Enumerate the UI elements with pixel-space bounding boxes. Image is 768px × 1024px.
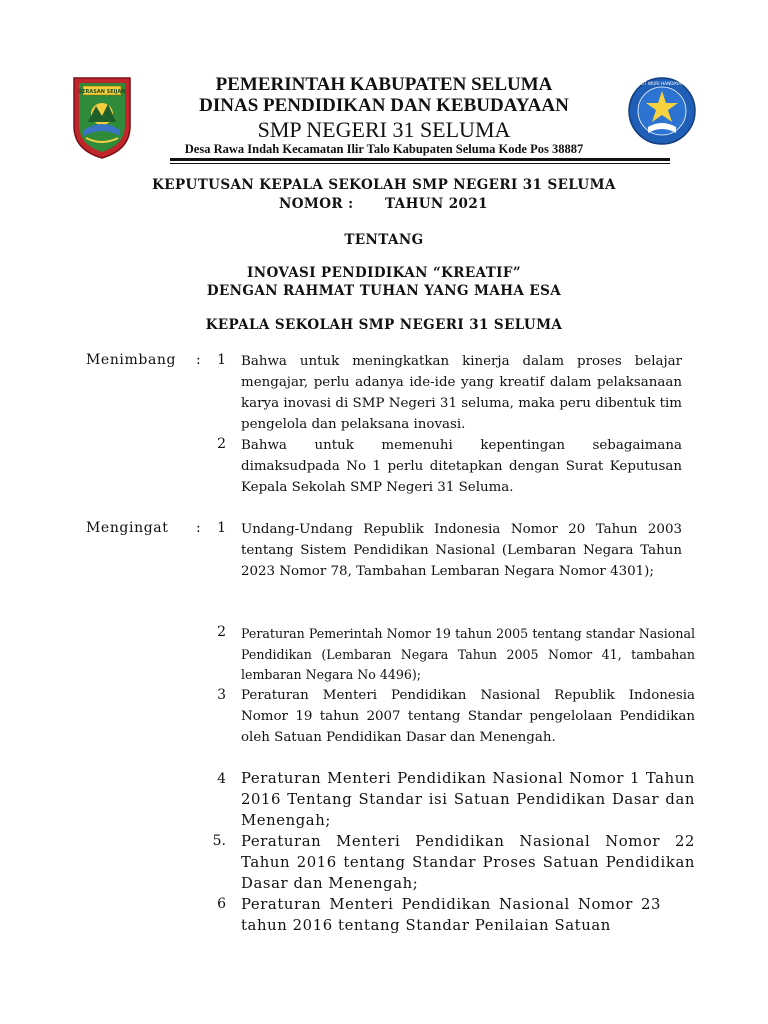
mengingat-item-number: 6	[217, 896, 226, 912]
mengingat-colon: :	[196, 520, 201, 536]
menimbang-item-number: 2	[217, 436, 226, 452]
blessing-line: DENGAN RAHMAT TUHAN YANG MAHA ESA	[206, 283, 562, 299]
mengingat-item-text: Peraturan Menteri Pendidikan Nasional Nomor 22 Tahun 2016 tentang Standar Proses Satuan Pendidikan Dasar dan Menengah;	[241, 833, 695, 892]
mengingat-item-number: 5.	[212, 833, 226, 849]
mengingat-item-number: 4	[217, 771, 226, 787]
letterhead-divider-thin	[170, 163, 670, 164]
mengingat-label: Mengingat	[86, 520, 169, 536]
letterhead-line-1: PEMERINTAH KABUPATEN SELUMA	[215, 74, 553, 95]
mengingat-item-number: 3	[217, 687, 226, 703]
issuer-heading: KEPALA SEKOLAH SMP NEGERI 31 SELUMA	[205, 317, 563, 333]
menimbang-item-text: Bahwa untuk meningkatkan kinerja dalam proses belajar mengajar, perlu adanya ide-ide yang kreatif dalam pelaksanaan karya inovasi di SMP Negeri 31 seluma, maka peru dibentuk tim pengelola dan pelaksana inovasi.	[241, 354, 682, 432]
right-logo-ring-text: TUT WURI HANDAYANI	[638, 82, 686, 87]
mengingat-item-number: 1	[217, 520, 226, 536]
decree-number-label: NOMOR :	[279, 196, 354, 212]
mengingat-item-text: Undang-Undang Republik Indonesia Nomor 20 Tahun 2003 tentang Sistem Pendidikan Nasional (Lembaran Negara Tahun 2023 Nomor 78, Tambahan Lembaran Negara Nomor 4301);	[241, 522, 682, 579]
letterhead-line-2: DINAS PENDIDIKAN DAN KEBUDAYAAN	[199, 95, 569, 116]
letterhead-divider-thick	[170, 158, 670, 161]
mengingat-item-number: 2	[217, 624, 226, 640]
tut-wuri-handayani-emblem-icon	[628, 73, 696, 149]
menimbang-item-number: 1	[217, 352, 226, 368]
mengingat-item-text: Peraturan Menteri Pendidikan Nasional Nomor 1 Tahun 2016 Tentang Standar isi Satuan Pendidikan Dasar dan Menengah;	[241, 770, 695, 829]
mengingat-item-text: Peraturan Menteri Pendidikan Nasional Republik Indonesia Nomor 19 tahun 2007 tentang Standar pengelolaan Pendidikan oleh Satuan Pendidikan Dasar dan Menengah.	[241, 688, 695, 745]
school-name: SMP NEGERI 31 SELUMA	[257, 117, 511, 142]
menimbang-item-text: Bahwa untuk memenuhi kepentingan sebagaimana dimaksudpada No 1 perlu ditetapkan dengan Surat Keputusan Kepala Sekolah SMP Negeri 31 Seluma.	[241, 438, 682, 495]
subject-heading: INOVASI PENDIDIKAN “KREATIF”	[246, 265, 522, 281]
menimbang-colon: :	[196, 352, 201, 368]
mengingat-item-text: Peraturan Menteri Pendidikan Nasional Nomor 23 tahun 2016 tentang Standar Penilaian Satuan	[241, 896, 661, 934]
left-logo-banner-text: SERASAN SEIJAN	[78, 89, 126, 95]
mengingat-item-text: Peraturan Pemerintah Nomor 19 tahun 2005 tentang standar Nasional Pendidikan (Lembaran Negara Tahun 2005 Nomor 41, tambahan lembaran Negara No 4496);	[241, 626, 695, 682]
decree-year: TAHUN 2021	[385, 196, 488, 212]
school-address: Desa Rawa Indah Kecamatan Ilir Talo Kabupaten Seluma Kode Pos 38887	[184, 142, 584, 156]
about-heading: TENTANG	[344, 232, 424, 248]
decree-title: KEPUTUSAN KEPALA SEKOLAH SMP NEGERI 31 SELUMA	[152, 177, 616, 193]
menimbang-label: Menimbang	[86, 352, 177, 368]
